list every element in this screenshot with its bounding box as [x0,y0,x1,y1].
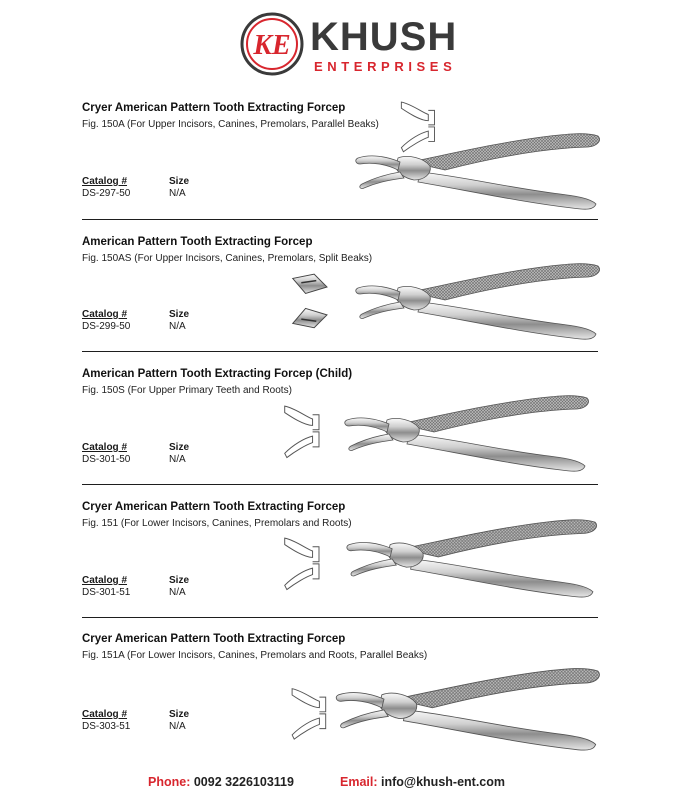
spec-table [82,176,202,200]
brand-badge-icon [240,12,304,76]
forceps-image [338,518,600,602]
catalog-header: Catalog # [82,309,128,320]
size-value: N/A [169,321,186,332]
split-beak-detail-icon [290,272,334,332]
spec-table [82,575,202,599]
catalog-number: DS-303-51 [82,721,131,732]
phone-number[interactable]: 0092 3226103119 [193,775,294,789]
size-value: N/A [169,454,186,465]
phone-label: Phone: [148,775,191,789]
product-figure: Fig. 151 (For Lower Incisors, Canines, Premolars and Roots) [82,518,352,529]
forceps-image [350,262,600,344]
catalog-header: Catalog # [82,709,128,720]
product-section [82,367,598,465]
product-title: Cryer American Pattern Tooth Extracting Forcep [82,501,346,513]
brand-name: KHUSH [310,15,458,59]
email-contact [340,775,505,789]
product-title: American Pattern Tooth Extracting Forcep [82,236,313,248]
product-figure: Fig. 150S (For Upper Primary Teeth and Roots) [82,385,292,396]
spec-table [82,442,202,466]
catalog-number: DS-301-51 [82,587,131,598]
beak-detail-icon [290,676,332,756]
catalog-number: DS-297-50 [82,188,131,199]
size-header: Size [169,442,190,453]
size-value: N/A [169,721,186,732]
catalog-header: Catalog # [82,176,128,187]
section-divider [82,617,598,618]
email-address[interactable]: info@khush-ent.com [381,775,505,789]
spec-table [82,709,202,733]
product-title: American Pattern Tooth Extracting Forcep (Child) [82,368,353,380]
size-header: Size [169,575,190,586]
section-divider [82,484,598,485]
phone-contact [148,775,294,789]
size-value: N/A [169,188,186,199]
size-header: Size [169,309,190,320]
catalog-number: DS-301-50 [82,454,131,465]
size-value: N/A [169,587,186,598]
size-header: Size [169,709,190,720]
product-section [82,101,598,199]
catalog-header: Catalog # [82,575,128,586]
product-figure: Fig. 151A (For Lower Incisors, Canines, Premolars and Roots, Parallel Beaks) [82,650,428,661]
forceps-image [328,394,600,476]
beak-detail-icon [282,404,326,464]
product-section [82,235,598,332]
brand-tagline: ENTERPRISES [314,59,457,74]
product-title: Cryer American Pattern Tooth Extracting Forcep [82,633,346,645]
section-divider [82,351,598,352]
size-header: Size [169,176,190,187]
email-label: Email: [340,775,378,789]
product-figure: Fig. 150A (For Upper Incisors, Canines, Premolars, Parallel Beaks) [82,119,379,130]
beak-detail-icon [282,536,326,596]
product-figure: Fig. 150AS (For Upper Incisors, Canines, Premolars, Split Beaks) [82,253,373,264]
brand-monogram: KE [253,30,291,61]
product-section [82,632,598,732]
forceps-image [330,666,600,756]
product-title: Cryer American Pattern Tooth Extracting Forcep [82,102,346,114]
brand-logo [240,12,460,82]
contact-footer [0,775,689,791]
spec-table [82,309,202,333]
forceps-image [350,132,600,214]
section-divider [82,219,598,220]
catalog-header: Catalog # [82,442,128,453]
catalog-number: DS-299-50 [82,321,131,332]
